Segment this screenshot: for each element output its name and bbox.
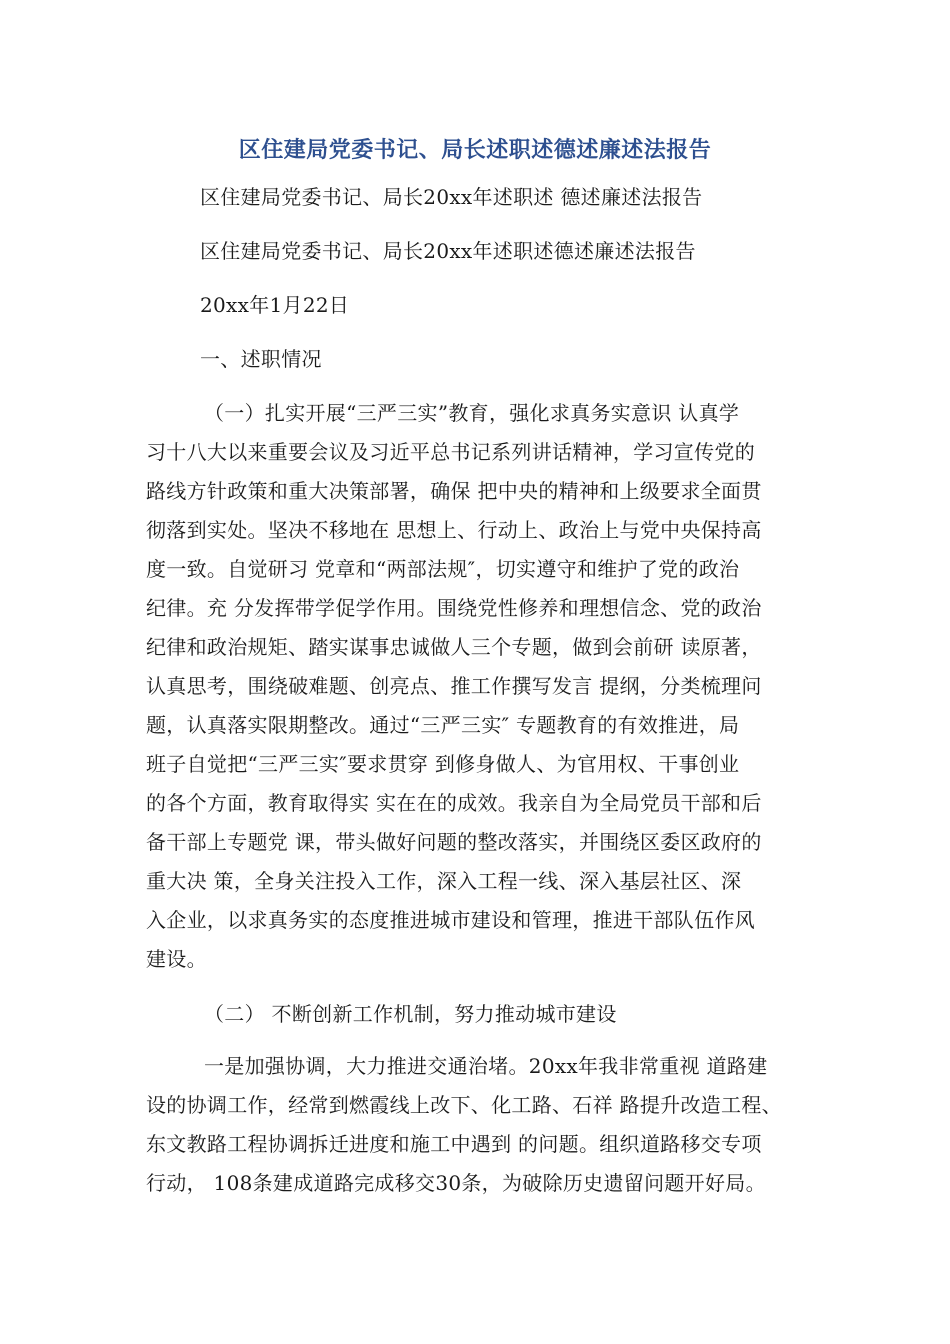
paragraph-1-line: 重大决 策，全身关注投入工作，深入工程一线、深入基层社区、深 (146, 869, 742, 893)
subtitle-line-1: 区住建局党委书记、局长20xx年述职述 德述廉述法报告 (200, 185, 703, 209)
paragraph-2-line: 一是加强协调，大力推进交通治堵。20xx年我非常重视 道路建 (204, 1054, 768, 1078)
paragraph-2-line: 设的协调工作，经常到燃霞线上改下、化工路、石祥 路提升改造工程、 (146, 1093, 782, 1117)
paragraph-2-line: 行动， 108条建成道路完成移交30条，为破除历史遗留问题开好局。 (146, 1171, 766, 1195)
paragraph-1-line: 建设。 (146, 947, 207, 971)
section-heading-2: （二） 不断创新工作机制，努力推动城市建设 (204, 1002, 617, 1026)
paragraph-1-line: 纪律和政治规矩、踏实谋事忠诚做人三个专题，做到会前研 读原著， (146, 635, 762, 659)
paragraph-1-line: 度一致。自觉研习 党章和“两部法规″，切实遵守和维护了党的政治 (146, 557, 740, 581)
paragraph-1-line: （一）扎实开展“三严三实”教育，强化求真务实意识 认真学 (204, 401, 740, 425)
section-heading-1: 一、述职情况 (200, 347, 322, 371)
paragraph-1-line: 认真思考，围绕破难题、创亮点、推工作撰写发言 提纲，分类梳理问 (146, 674, 762, 698)
paragraph-1-line: 的各个方面，教育取得实 实在在的成效。我亲自为全局党员干部和后 (146, 791, 762, 815)
paragraph-1-line: 入企业，以求真务实的态度推进城市建设和管理，推进干部队伍作风 (146, 908, 755, 932)
paragraph-2-line: 东文教路工程协调拆迁进度和施工中遇到 的问题。组织道路移交专项 (146, 1132, 762, 1156)
paragraph-1-line: 备干部上专题党 课，带头做好问题的整改落实，并围绕区委区政府的 (146, 830, 762, 854)
paragraph-1-line: 彻落到实处。坚决不移地在 思想上、行动上、政治上与党中央保持高 (146, 518, 762, 542)
paragraph-1-line: 题，认真落实限期整改。通过“三严三实″ 专题教育的有效推进，局 (146, 713, 740, 737)
subtitle-line-2: 区住建局党委书记、局长20xx年述职述德述廉述法报告 (200, 239, 696, 263)
paragraph-1-line: 班子自觉把“三严三实″要求贯穿 到修身做人、为官用权、干事创业 (146, 752, 740, 776)
report-date: 20xx年1月22日 (200, 293, 350, 317)
paragraph-1-line: 纪律。充 分发挥带学促学作用。围绕党性修养和理想信念、党的政治 (146, 596, 762, 620)
document-title: 区住建局党委书记、局长述职述德述廉述法报告 (238, 138, 712, 163)
paragraph-1-line: 习十八大以来重要会议及习近平总书记系列讲话精神，学习宣传党的 (146, 440, 755, 464)
paragraph-1-line: 路线方针政策和重大决策部署，确保 把中央的精神和上级要求全面贯 (146, 479, 762, 503)
